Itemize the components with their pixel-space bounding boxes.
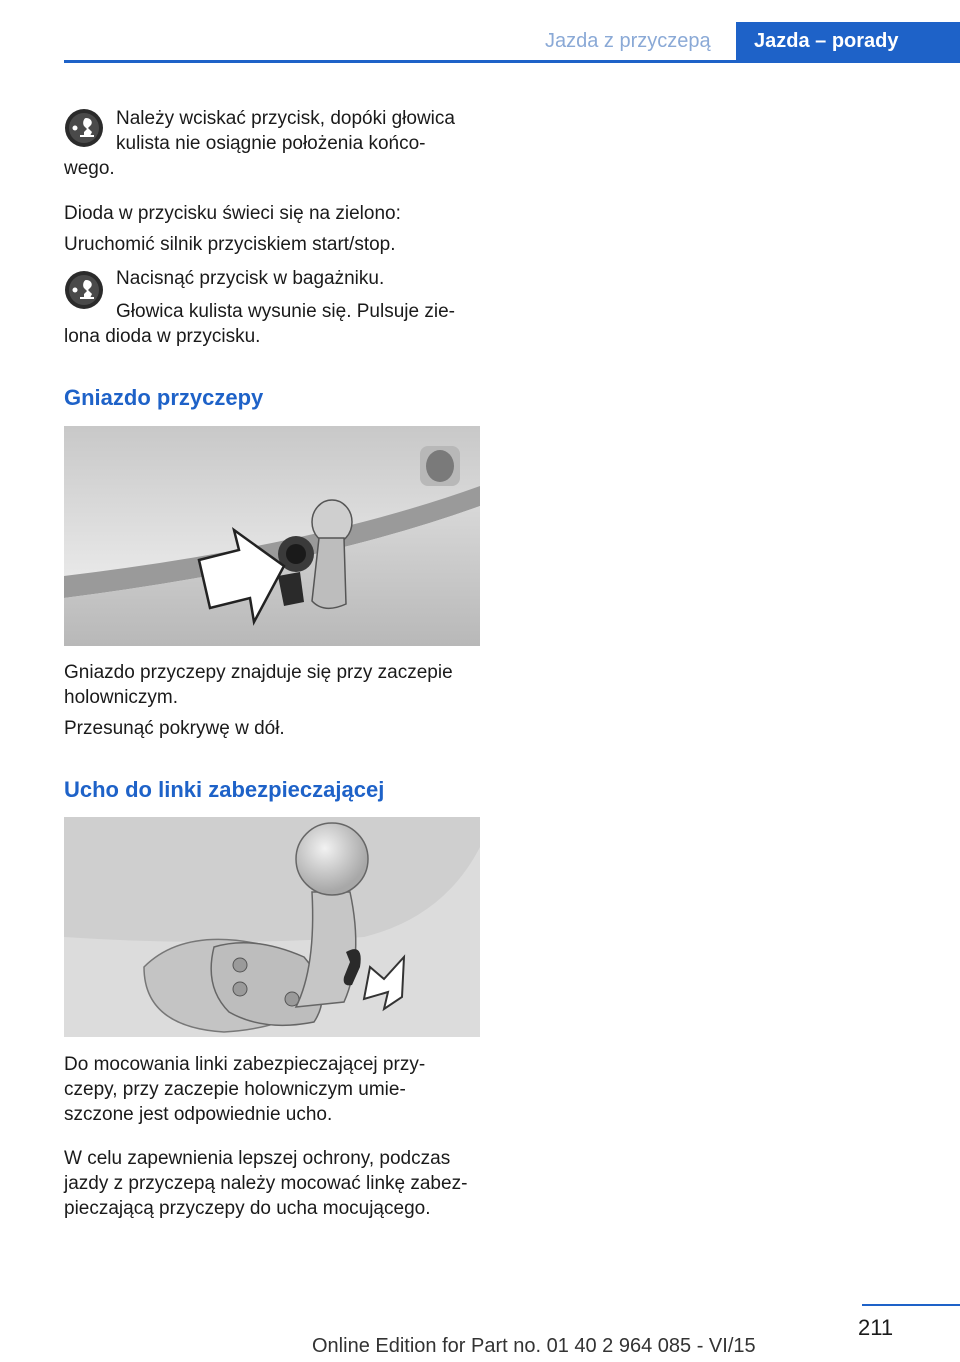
- section1-text-1-line-2: holowniczym.: [64, 687, 179, 708]
- trailer-socket-illustration: [64, 426, 480, 646]
- footer-rule: [862, 1304, 960, 1306]
- heading-safety-cable-eye: Ucho do linki zabezpieczającej: [64, 777, 385, 802]
- header-chapter-tab: [736, 22, 960, 62]
- section2-text-1-line-2: czepy, przy zaczepie holowniczym umie-: [64, 1079, 406, 1100]
- header-rule: [64, 60, 960, 63]
- para-5-line-1: Głowica kulista wysunie się. Pulsuje zie-: [116, 301, 455, 322]
- para-1-line-2: kulista nie osiągnie położenia końco-: [116, 133, 426, 154]
- section2-text-2-line-2: jazdy z przyczepą należy mocować linkę zabez-: [64, 1173, 468, 1194]
- footer-edition: Online Edition for Part no. 01 40 2 964 085 - VI/15: [312, 1335, 756, 1357]
- tow-hitch-button-icon: [64, 108, 104, 148]
- para-1-line-1: Należy wciskać przycisk, dopóki głowica: [116, 108, 455, 129]
- para-2: Dioda w przycisku świeci się na zielono:: [64, 203, 401, 224]
- header-chapter-label: Jazda – porady: [754, 30, 899, 52]
- section1-text-1-line-1: Gniazdo przyczepy znajduje się przy zaczepie: [64, 662, 453, 683]
- para-4: Nacisnąć przycisk w bagażniku.: [116, 268, 385, 289]
- tow-hitch-button-icon: [64, 270, 104, 310]
- para-3: Uruchomić silnik przyciskiem start/stop.: [64, 234, 396, 255]
- section1-text-2: Przesunąć pokrywę w dół.: [64, 718, 285, 739]
- para-1-line-3: wego.: [64, 158, 115, 179]
- trailer-socket-figure: [64, 426, 480, 646]
- safety-cable-eye-figure: [64, 817, 480, 1037]
- header-section-title: Jazda z przyczepą: [545, 30, 711, 52]
- safety-cable-eye-illustration: [64, 817, 480, 1037]
- page-number: 211: [858, 1315, 894, 1340]
- section2-text-2-line-3: pieczającą przyczepy do ucha mocującego.: [64, 1198, 431, 1219]
- section2-text-1-line-1: Do mocowania linki zabezpieczającej przy-: [64, 1054, 426, 1075]
- para-5-line-2: lona dioda w przycisku.: [64, 326, 261, 347]
- section2-text-1-line-3: szczone jest odpowiednie ucho.: [64, 1104, 333, 1125]
- section2-text-2-line-1: W celu zapewnienia lepszej ochrony, podczas: [64, 1148, 451, 1169]
- heading-trailer-socket: Gniazdo przyczepy: [64, 385, 264, 410]
